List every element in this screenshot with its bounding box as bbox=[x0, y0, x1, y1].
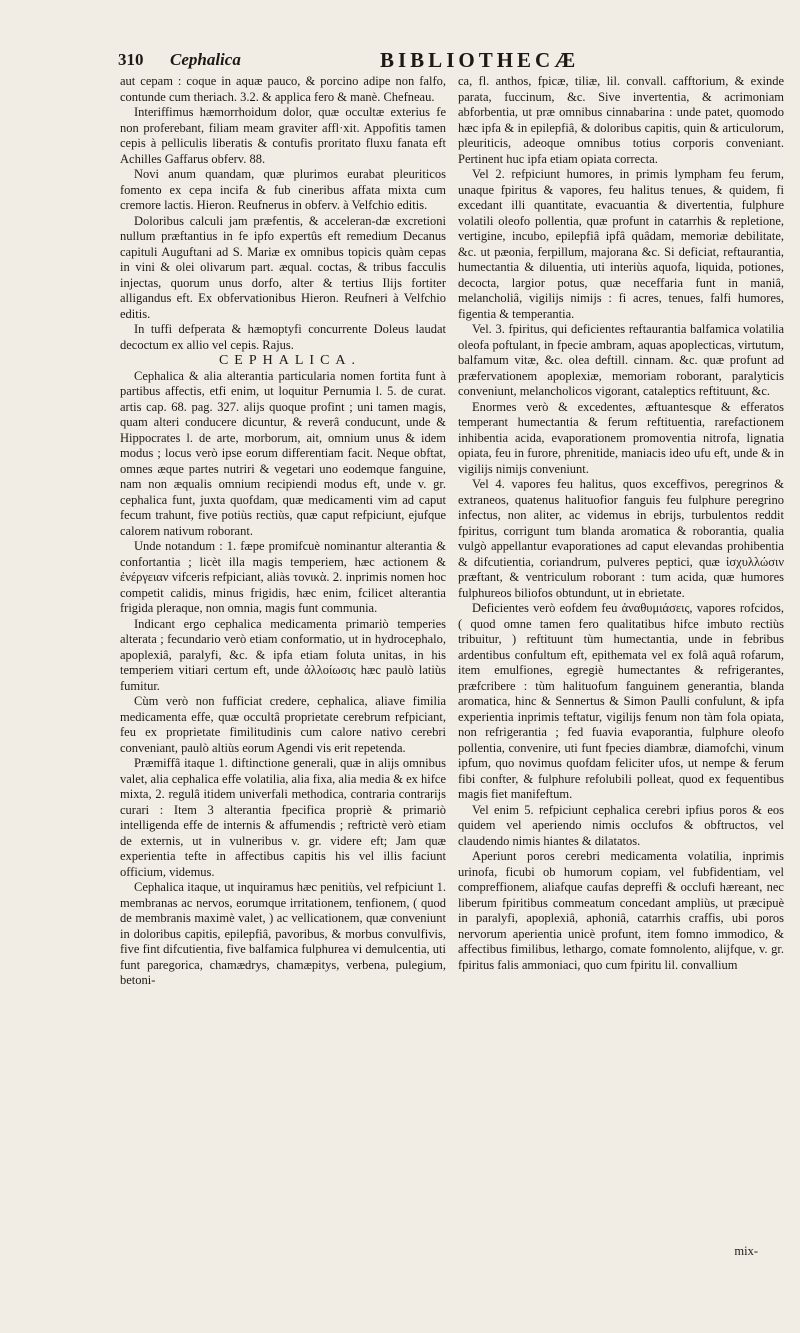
section-heading: CEPHALICA. bbox=[218, 353, 362, 368]
paragraph: Indicant ergo cephalica medicamenta primariò temperies alterata ; fecundario verò etiam conformatio, ut in hydrocephalo, apoplexiâ, paralyfi, &c. & ipfa etiam foluta unitas, in his temperiem vitiari certum eft, unde ἀλλοίωσις hæc paulò latiùs fumitur. bbox=[120, 616, 446, 693]
page-number: 310 bbox=[118, 50, 144, 69]
paragraph: Vel 4. vapores feu halitus, quos exceffivos, peregrinos & extraneos, quatenus halituofior fanguis feu fulphure peregrino infectus, non aliter, ac videmus in ebrijs, turbulentos reddit fpiritus, corrigunt tum blanda aromatica & roborantia, qualia vulgò appellantur evaporationes ad caput elevandas prohibentia & difcutientia, coriandrum, pulveres peptici, quæ ἰσχυλλώσιν præftant, & ventriculum roborant : tum acida, quæ humores fulphureos biliofos obtundunt, ut in ebrietate. bbox=[458, 477, 784, 600]
paragraph: Cephalica & alia alterantia particularia nomen fortita funt à partibus affectis, etfi enim, ut loquitur Pernumia l. 5. de curat. artis cap. 68. pag. 327. alijs quoque profint ; uni tamen magis, quam alteri conducere dicuntur, & reverâ conducunt, unde & Hippocrates l. de arte, morborum, ait, omnium unus & idem modus ; locus verò ipse eorum differentiam facit. Neque obftat, omnes æque partes nutriri & vegetari uno eodemque fanguine, nam non æqualis omnium recipiendi modus eft, unde v. gr. cephalica funt, juxta quofdam, quæ medicamenti vim ad caput fecum trahunt, five potiùs rectiùs, quæ caput refpiciunt, ejufque calorem nativum roborant. bbox=[120, 368, 446, 538]
paragraph: Aperiunt poros cerebri medicamenta volatilia, inprimis urinofa, ficubi ob humorum copiam, vel fubfidentiam, vel compreffionem, aliafque caufas depreffi & occlufi hæreant, nec liberum fpiritibus commeatum concedant ampliùs, ut præcipuè in paralyfi, apoplexiâ, aphoniâ, catarrhis craffis, ubi poros nervorum aperientia unicè profunt, item fomno immodico, & affectibus fimilibus, lethargo, comate fomnolento, alijfque, v. gr. fpiritus falis ammoniaci, quo cum fpiritu lil. convallium bbox=[458, 849, 784, 972]
running-title: Cephalica bbox=[170, 50, 241, 69]
paragraph: Doloribus calculi jam præfentis, & acceleran-dæ excretioni nullum præftantius in fe ipfo expertûs eft remedium Decanus capituli Auguftani ad S. Mariæ ex omnibus topicis quàm cepas in vini & olei olivarum part. æqual. coctas, & tribus facculis injectas, quorum unus dorfo, alter & tertius Ilijs fortiter alligandus eft. Ex obfervationibus Hieron. Reufneri à Velfchio editis. bbox=[120, 213, 446, 321]
catchword: mix- bbox=[734, 1244, 758, 1258]
paragraph: Cephalica itaque, ut inquiramus hæc penitiùs, vel refpiciunt 1. membranas ac nervos, eorumque irritationem, tenfionem, ( quod de membranis maximè valet, ) ac vellicationem, quæ conveniunt in doloribus capitis, epilepfiâ, pavoribus, & morbus convulfivis, five fint difcutientia, five balfamica fulphurea vi demulcentia, uti funt paregorica, chamædrys, chamæpitys, verbena, pulegium, betoni- bbox=[120, 880, 446, 987]
paragraph: Unde notandum : 1. fæpe promifcuè nominantur alterantia & confortantia ; licèt illa magis temperiem, hæc actionem & ἐνέργειαν vifceris refpiciant, aliàs τονικὰ. 2. inprimis nomen hoc competit calidis, minus frigidis, hæc enim, fcilicet alterantia frigida pleraque, non omnia, magis funt communia. bbox=[120, 539, 446, 615]
paragraph: aut cepam : coque in aquæ pauco, & porcino adipe non falfo, contunde cum theriach. 3.2. & applica fero & manè. Chefneau. bbox=[120, 74, 446, 104]
paragraph: Interiffimus hæmorrhoidum dolor, quæ occultæ exterius fe non proferebant, filiam meam graviter affl·xit. Appofitis tamen cepis à pelliculis liberatis & contufis proritato fluxu fanata eft Achilles Gaffarus obferv. 88. bbox=[120, 105, 446, 166]
paragraph: Enormes verò & excedentes, æftuantesque & efferatos temperant humectantia & ferum reftituentia, rarefactionem inhibentia acida, evaporationem promoventia nitrofa, lignatia opiata, feu in furore, phrenitide, maniacis ideo ufu eft, unde & in vigilijs nimijs conveniunt. bbox=[458, 399, 784, 476]
paragraph: Vel enim 5. refpiciunt cephalica cerebri ipfius poros & eos quidem vel aperiendo nimis occlufos & obftructos, vel claudendo nimis hiantes & dilatatos. bbox=[458, 802, 784, 848]
running-header bbox=[118, 46, 784, 76]
paragraph: ca, fl. anthos, fpicæ, tiliæ, lil. convall. cafftorium, & exinde parata, fuccinum, &c. Sive invertentia, & acrimoniam abforbentia, ut præ omnibus cinnabarina : unde patet, quomodo hæc ipfa & in epilepfiâ, & doloribus capitis, quin & articulorum, pleuriticis, adeoque omnibus totius corporis conveniant. Pertinent huc ipfa etiam opiata correcta. bbox=[458, 74, 784, 166]
paragraph: Cùm verò non fufficiat credere, cephalica, aliave fimilia medicamenta effe, quæ occultâ proprietate cerebrum refpiciant, feu ex proprietate fimilitudinis cum calore nativo cerebri conveniant, paulò altiùs eorum Agendi vis erit repetenda. bbox=[120, 694, 446, 755]
paragraph: Vel 2. refpiciunt humores, in primis lympham feu ferum, unaque fpiritus & vapores, feu halitus tenues, & quidem, fi excedant illi quantitate, evacuantia & divertentia, fulphure volatili oleofo pollentia, quæ profunt in catarrhis & repletione, vertigine, incubo, epilepfiâ ipfâ quâdam, memoriæ debilitate, &c. ut pæonia, ferpillum, majorana &c. Si deficiat, reftaurantia, humectantia & diluentia, uti interiùs aquofa, liquida, potiones, decocta, largior potus, quæ neceffaria funt in maniâ, melancholiâ, vigilijs nimijs : fi acres, tenues, falfi humores, figentia & temperantia. bbox=[458, 167, 784, 321]
right-column bbox=[458, 74, 784, 973]
left-column bbox=[120, 74, 446, 989]
paragraph: Novi anum quandam, quæ plurimos eurabat pleuriticos fomento ex cepa incifa & fub cineribus affata mixta cum cremore lactis. Hieron. Reufnerus in obferv. à Velfchio editis. bbox=[120, 167, 446, 212]
paragraph: Deficientes verò eofdem feu ἀναθυμιάσεις, vapores rofcidos, ( quod omne tamen fero qualitatibus hifce imbuto rectiùs tribuitur, ) reftituunt tùm humectantia, unde in febribus ardentibus confultum eft, epithemata vel ex folâ aquâ rofarum, item emulfiones, egregiè humectantes & refrigerantes, præfcribere : tùm halituofum fanguinem generantia, blanda aromatica, hinc & Sennertus & Simon Paulli confulunt, & ipfa experientia inprimis teftatur, vigilijs fenum non tàm fola opiata, non refrigerantia ; fed fuavia evaporantia, fulphure oleofo pollentia, convenire, uti funt fpecies diambræ, diamofchi, vinum ipfum, quo novimus quofdam feliciter ufos, ut nempe & ferum fibi confter, & fulphure refolubili polleat, quod ex fequentibus magis fiet manifeftum. bbox=[458, 601, 784, 801]
paragraph: In tuffi defperata & hæmoptyfi concurrente Doleus laudat decoctum ex allio vel cepis. Rajus. bbox=[120, 322, 446, 352]
section-title: BIBLIOTHECÆ bbox=[380, 48, 580, 72]
paragraph: Præmiffâ itaque 1. diftinctione generali, quæ in alijs omnibus valet, alia cephalica effe volatilia, alia fixa, alia media & ex hifce mixta, 2. regulâ itidem univerfali methodica, contraria contrarijs curari : Item 3 alterantia fpecifica propriè & primariò intelligenda effe de internis & affumendis ; reftrictè verò etiam de externis, ut in vulneribus v. gr. videre eft; Jam quæ experientia tefte in affectibus capitis his vel illis faciunt officium, videmus. bbox=[120, 756, 446, 879]
paragraph: Vel. 3. fpiritus, qui deficientes reftaurantia balfamica volatilia oleofa poftulant, in fpecie ambram, aquas apoplecticas, virtutum, balfamum vitæ, &c. olea deftill. cinnam. &c. quæ profunt ad præfervationem apoplexiæ, memoriam roborant, paralyticis conveniunt, melancholicos vigorant, cataleptics reftituunt, &c. bbox=[458, 322, 784, 398]
